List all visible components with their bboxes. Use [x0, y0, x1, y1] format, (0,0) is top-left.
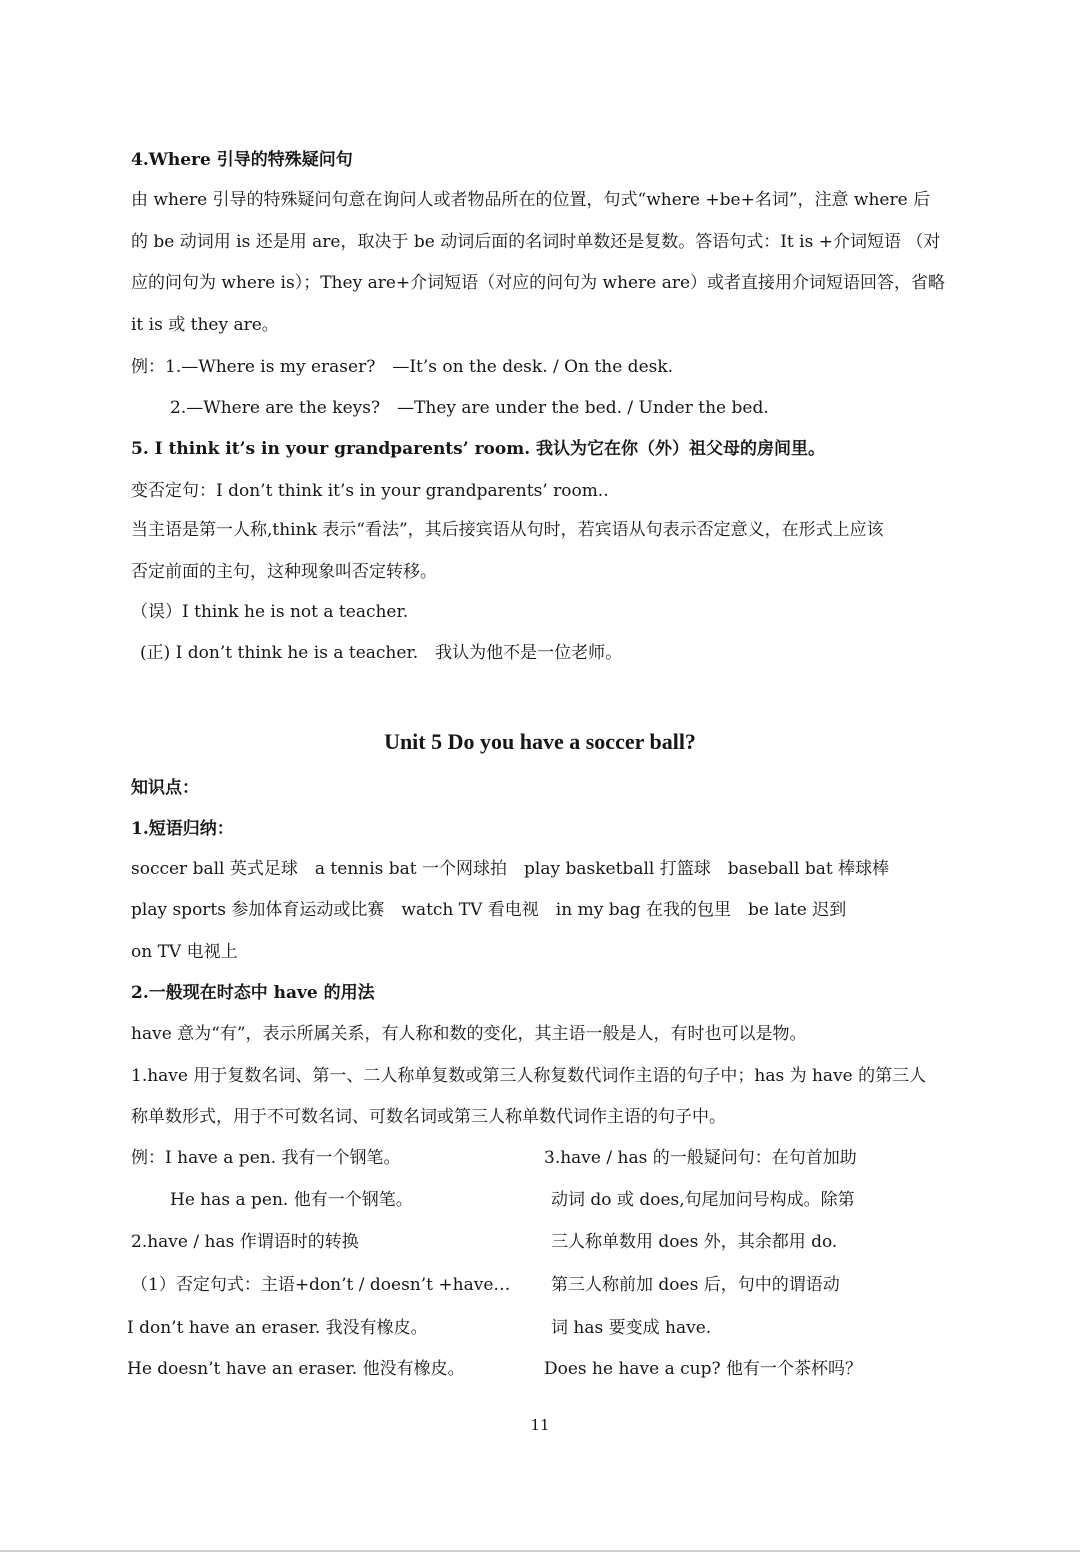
right-column-line: 词 has 要变成 have. [551, 1318, 712, 1338]
have-heading: 2.一般现在时态中 have 的用法 [131, 983, 375, 1003]
have-rule-line: 称单数形式，用于不可数名词、可数名词或第三人称单数代词作主语的句子中。 [131, 1107, 726, 1127]
section-5-body-line: 当主语是第一人称,think 表示“看法”，其后接宾语从句时，若宾语从句表示否定意义，在形式上应该 [131, 520, 884, 540]
have-intro: have 意为“有”，表示所属关系，有人称和数的变化，其主语一般是人，有时也可以是物。 [131, 1024, 807, 1044]
section-4-body-line: it is 或 they are。 [131, 315, 279, 335]
left-column-line: （1）否定句式：主语+don’t / doesn’t +have… [131, 1275, 511, 1295]
section-4-example: 2.—Where are the keys? —They are under the bed. / Under the bed. [170, 398, 769, 418]
section-4-body-line: 由 where 引导的特殊疑问句意在询问人或者物品所在的位置，句式“where +be+名词”，注意 where 后 [131, 190, 931, 210]
knowledge-label: 知识点： [131, 778, 199, 798]
left-column-line: 例：I have a pen. 我有一个钢笔。 [131, 1148, 401, 1168]
left-column-line: 2.have / has 作谓语时的转换 [131, 1232, 359, 1252]
section-4-body-line: 应的问句为 where is）；They are+介词短语（对应的问句为 where are）或者直接用介词短语回答，省略 [131, 273, 946, 293]
section-5-body-line: 否定前面的主句，这种现象叫否定转移。 [131, 562, 437, 582]
right-column-line: 第三人称前加 does 后，句中的谓语动 [551, 1275, 840, 1295]
right-column-line: 动词 do 或 does,句尾加问号构成。除第 [551, 1190, 855, 1210]
section-5-wrong-example: （误）I think he is not a teacher. [131, 602, 409, 622]
phrases-line: play sports 参加体育运动或比赛 watch TV 看电视 in my bag 在我的包里 be late 迟到 [131, 900, 847, 920]
phrases-heading: 1.短语归纳： [131, 819, 234, 839]
right-column-line: Does he have a cup? 他有一个茶杯吗？ [544, 1359, 863, 1379]
section-4-body-line: 的 be 动词用 is 还是用 are，取决于 be 动词后面的名词时单数还是复数。答语句式：It is +介词短语 （对 [131, 232, 941, 252]
section-5-negative: 变否定句：I don’t think it’s in your grandparents’ room.. [131, 481, 609, 501]
page-bottom-edge [0, 1550, 1080, 1552]
phrases-line: soccer ball 英式足球 a tennis bat 一个网球拍 play basketball 打篮球 baseball bat 棒球棒 [131, 859, 890, 879]
left-column-line: He has a pen. 他有一个钢笔。 [170, 1190, 413, 1210]
page-number: 11 [530, 1416, 550, 1434]
section-4-example: 例：1.—Where is my eraser? —It’s on the desk. / On the desk. [131, 357, 674, 377]
section-5-right-example: (正) I don’t think he is a teacher. 我认为他不是一位老师。 [140, 643, 623, 663]
phrases-line: on TV 电视上 [131, 942, 238, 962]
unit-title: Unit 5 Do you have a soccer ball? [384, 729, 696, 754]
left-column-line: I don’t have an eraser. 我没有橡皮。 [127, 1318, 428, 1338]
section-5-heading: 5. I think it’s in your grandparents’ room. 我认为它在你（外）祖父母的房间里。 [131, 439, 826, 459]
have-rule-line: 1.have 用于复数名词、第一、二人称单复数或第三人称复数代词作主语的句子中；has 为 have 的第三人 [131, 1066, 927, 1086]
section-4-heading: 4.Where 引导的特殊疑问句 [131, 150, 353, 170]
right-column-line: 3.have / has 的一般疑问句：在句首加助 [544, 1148, 857, 1168]
left-column-line: He doesn’t have an eraser. 他没有橡皮。 [127, 1359, 465, 1379]
right-column-line: 三人称单数用 does 外，其余都用 do. [551, 1232, 838, 1252]
